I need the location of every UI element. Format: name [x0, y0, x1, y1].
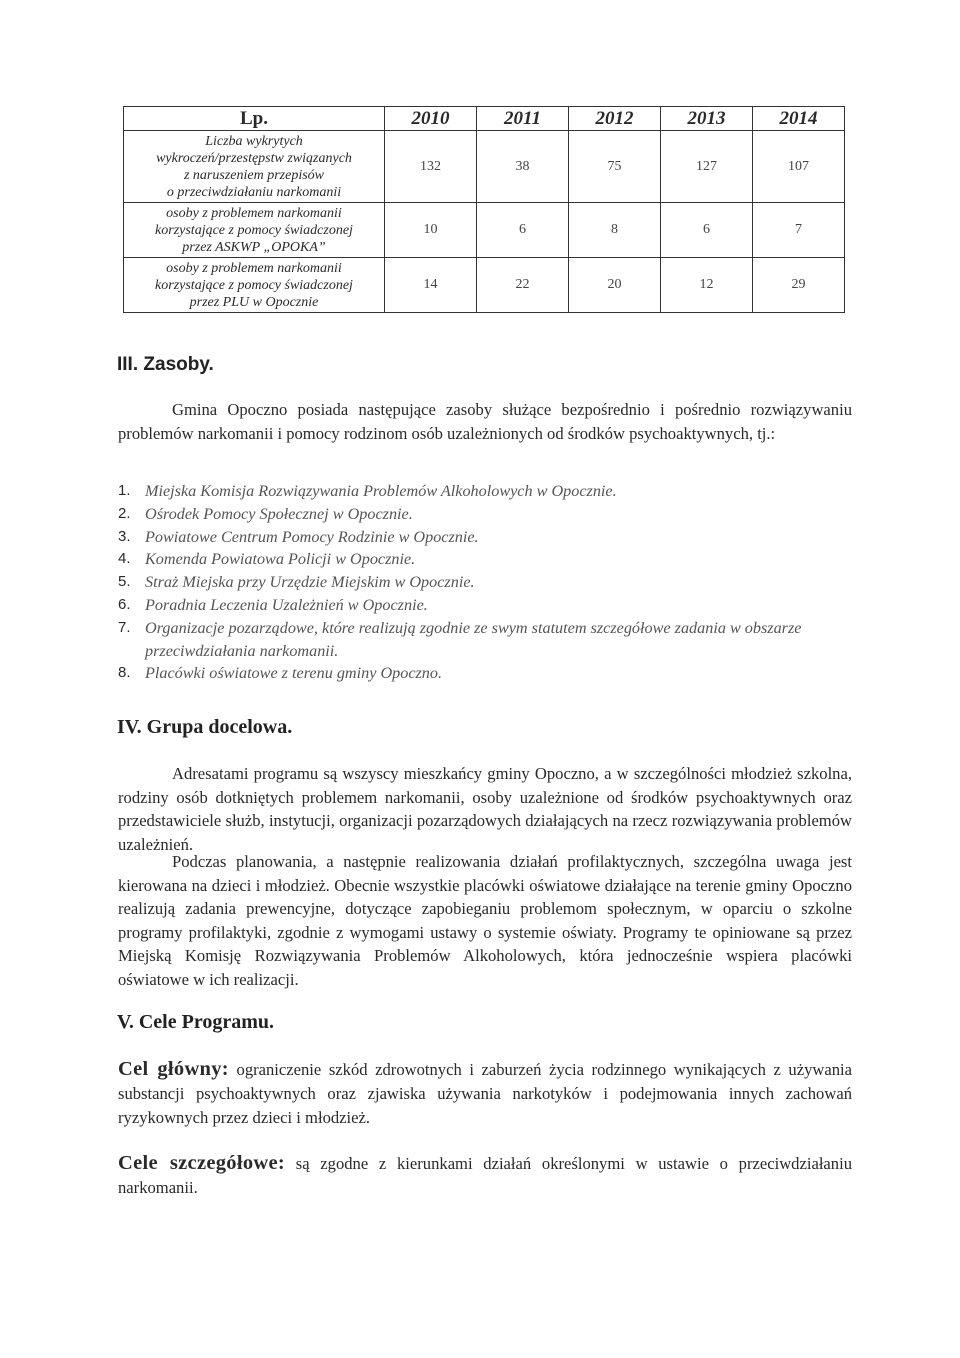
statistics-table: [123, 106, 845, 313]
list-item-text: Ośrodek Pomocy Społecznej w Opocznie.: [145, 504, 413, 523]
header-year: 2013: [661, 107, 753, 131]
table-cell: 14: [385, 258, 477, 313]
list-item-number: 1.: [118, 482, 131, 499]
main-goal-label: Cel główny:: [118, 1058, 229, 1080]
list-item-number: 7.: [118, 618, 131, 636]
table-cell: 38: [477, 131, 569, 203]
row-label-line: przez PLU w Opocznie: [189, 294, 319, 310]
table-cell: 132: [385, 131, 477, 203]
table-cell: 10: [385, 203, 477, 258]
list-item-text: Organizacje pozarządowe, które realizują zgodnie ze swym statutem szczegółowe zadania w obszarze przeciwdziałania narkomanii.: [145, 618, 802, 660]
row-label: [124, 258, 385, 313]
section-heading-target-group: IV. Grupa docelowa.: [117, 716, 293, 738]
resources-intro-paragraph: [118, 398, 852, 445]
row-label-line: wykroczeń/przestępstw związanych: [156, 150, 352, 166]
section-heading-resources: III. Zasoby.: [117, 354, 214, 375]
target-group-paragraph-1: [118, 762, 852, 856]
list-item-number: 3.: [118, 527, 131, 545]
list-item-text: Powiatowe Centrum Pomocy Rodzinie w Opocznie.: [145, 527, 479, 546]
specific-goals-text: są zgodne z kierunkami działań określonymi w ustawie o przeciwdziałaniu narkomanii.: [118, 1154, 852, 1197]
list-item: [118, 526, 858, 549]
header-lp: Lp.: [124, 107, 385, 131]
row-label-line: o przeciwdziałaniu narkomanii: [166, 184, 342, 200]
row-label-line: osoby z problemem narkomanii: [166, 260, 342, 276]
list-item-number: 8.: [118, 664, 131, 682]
row-label-line: korzystające z pomocy świadczonej: [155, 222, 353, 238]
table-cell: 29: [753, 258, 845, 313]
specific-goals-label: Cele szczegółowe:: [118, 1152, 286, 1174]
list-item-text: Straż Miejska przy Urzędzie Miejskim w Opocznie.: [145, 573, 475, 592]
list-item-number: 2.: [118, 504, 131, 522]
list-item-text: Placówki oświatowe z terenu gminy Opoczno.: [145, 664, 443, 683]
list-item-number: 4.: [118, 550, 131, 568]
header-year: 2014: [753, 107, 845, 131]
list-item: [118, 617, 858, 663]
table-cell: 12: [661, 258, 753, 313]
target-group-paragraph-2: [118, 850, 852, 991]
section-heading-goals: V. Cele Programu.: [117, 1011, 275, 1033]
main-goal-paragraph: [118, 1057, 852, 1130]
list-item: [118, 594, 858, 617]
target-group-text-1: Adresatami programu są wszyscy mieszkańcy gminy Opoczno, a w szczególności młodzież szkolna, rodziny osób dotkniętych problemem narkomanii, osoby uzależnione od środków psychoaktywnych oraz przedstawiciele służb, instytucji, organizacji pozarządowych działających na rzecz rozwiązywania problemów uzależnień.: [118, 764, 852, 854]
header-year: 2011: [477, 107, 569, 131]
table-cell: 22: [477, 258, 569, 313]
row-label-line: osoby z problemem narkomanii: [166, 205, 342, 221]
row-label-line: korzystające z pomocy świadczonej: [155, 277, 353, 293]
table-row: [124, 203, 845, 258]
table-cell: 6: [477, 203, 569, 258]
table-header-row: [124, 107, 845, 131]
specific-goals-paragraph: [118, 1151, 852, 1200]
list-item: [118, 571, 858, 594]
table-cell: 8: [569, 203, 661, 258]
list-item: [118, 480, 858, 503]
row-label-line: z naruszeniem przepisów: [183, 167, 324, 183]
table-cell: 20: [569, 258, 661, 313]
table-cell: 7: [753, 203, 845, 258]
row-label-line: Liczba wykrytych: [205, 133, 303, 149]
list-item-number: 6.: [118, 595, 131, 613]
list-item-text: Miejska Komisja Rozwiązywania Problemów Alkoholowych w Opocznie.: [145, 482, 617, 500]
table-cell: 75: [569, 131, 661, 203]
list-item-number: 5.: [118, 573, 131, 591]
row-label-line: przez ASKWP „OPOKA”: [182, 239, 326, 255]
list-item: [118, 662, 858, 685]
header-year: 2012: [569, 107, 661, 131]
list-item-text: Komenda Powiatowa Policji w Opocznie.: [145, 550, 416, 569]
list-item: [118, 548, 858, 571]
target-group-text-2: Podczas planowania, a następnie realizowania działań profilaktycznych, szczególna uwaga jest kierowana na dzieci i młodzież. Obecnie wszystkie placówki oświatowe działające na terenie gminy Opoczno realizują zadania prewencyjne, dotyczące zapobieganiu problemom społecznym, w oparciu o szkolne programy profilaktyki, zgodnie z wymogami ustawy o systemie oświaty. Programy te opiniowane są przez Miejską Komisję Rozwiązywania Problemów Alkoholowych, która jednocześnie wspiera placówki oświatowe w ich realizacji.: [118, 852, 852, 989]
row-label: [124, 203, 385, 258]
main-goal-text: ograniczenie szkód zdrowotnych i zaburzeń życia rodzinnego wynikających z używania substancji psychoaktywnych oraz zjawiska używania narkotyków i podejmowania innych zachowań ryzykownych przez dzieci i młodzież.: [118, 1060, 852, 1127]
header-year: 2010: [385, 107, 477, 131]
list-item-text: Poradnia Leczenia Uzależnień w Opocznie.: [145, 595, 428, 614]
table-row: [124, 258, 845, 313]
table-cell: 107: [753, 131, 845, 203]
list-item: [118, 503, 858, 526]
table-cell: 127: [661, 131, 753, 203]
resources-list: [118, 480, 858, 685]
resources-intro-text: Gmina Opoczno posiada następujące zasoby służące bezpośrednio i pośrednio rozwiązywaniu problemów narkomanii i pomocy rodzinom osób uzależnionych od środków psychoaktywnych, tj.:: [118, 400, 852, 443]
row-label: [124, 131, 385, 203]
table-cell: 6: [661, 203, 753, 258]
table-row: [124, 131, 845, 203]
